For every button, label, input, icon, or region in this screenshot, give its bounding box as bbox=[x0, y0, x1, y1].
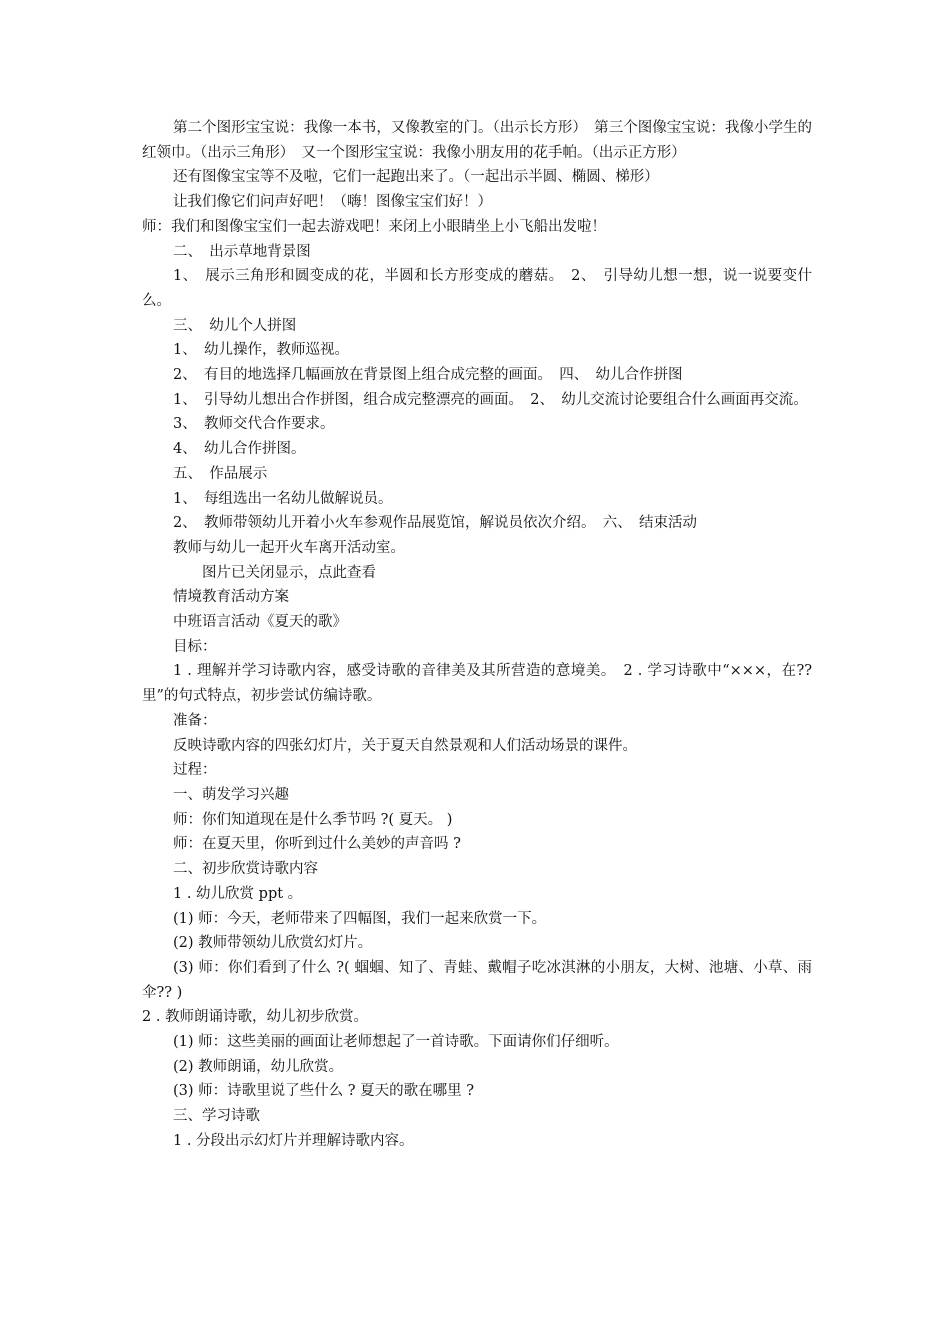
list-item-learn-1: 1 . 分段出示幻灯片并理解诗歌内容。 bbox=[173, 1132, 414, 1149]
heading-process-1: 一、萌发学习兴趣 bbox=[173, 786, 289, 803]
paragraph-teacher-game: 师：我们和图像宝宝们一起去游戏吧！来闭上小眼睛坐上小飞船出发啦！ bbox=[142, 218, 606, 235]
image-hidden-link[interactable]: 图片已关闭显示，点此查看 bbox=[202, 564, 376, 581]
list-item-4-4: 4、 幼儿合作拼图。 bbox=[173, 441, 306, 458]
document-body bbox=[142, 116, 812, 1154]
paragraph-ending: 教师与幼儿一起开火车离开活动室。 bbox=[173, 539, 405, 556]
paragraph-greeting: 让我们像它们问声好吧！（嗨！图像宝宝们好！） bbox=[173, 194, 492, 211]
paragraph-shapes-intro: 第二个图形宝宝说：我像一本书，又像教室的门。（出示长方形） 第三个图像宝宝说：我像小学生的红领巾。（出示三角形） 又一个图形宝宝说：我像小朋友用的花手帕。（出示正方形） bbox=[142, 120, 812, 161]
list-item-ppt-2: (2) 教师带领幼儿欣赏幻灯片。 bbox=[173, 935, 373, 952]
paragraph-more-shapes: 还有图像宝宝等不及啦，它们一起跑出来了。（一起出示半圆、椭圆、梯形） bbox=[173, 169, 659, 186]
list-item-4-3: 3、 教师交代合作要求。 bbox=[173, 416, 335, 433]
heading-activity-title: 中班语言活动《夏天的歌》 bbox=[173, 614, 347, 631]
heading-section-5: 五、 作品展示 bbox=[173, 465, 268, 482]
heading-section-2: 二、 出示草地背景图 bbox=[173, 243, 311, 260]
dialog-line-sounds: 师：在夏天里，你听到过什么美妙的声音吗 ? bbox=[173, 836, 461, 853]
heading-process-3: 三、学习诗歌 bbox=[173, 1108, 260, 1125]
paragraph-section-2-steps: 1、 展示三角形和圆变成的花，半圆和长方形变成的蘑菇。 2、 引导幼儿想一想，说一说要变什么。 bbox=[142, 268, 812, 309]
heading-section-3: 三、 幼儿个人拼图 bbox=[173, 317, 297, 334]
list-item-recite: 2 . 教师朗诵诗歌，幼儿初步欣赏。 bbox=[142, 1009, 369, 1026]
list-item-5-1: 1、 每组选出一名幼儿做解说员。 bbox=[173, 490, 393, 507]
list-item-recite-2: (2) 教师朗诵，幼儿欣赏。 bbox=[173, 1058, 344, 1075]
list-item-3-1: 1、 幼儿操作，教师巡视。 bbox=[173, 342, 349, 359]
label-preparation: 准备： bbox=[173, 712, 217, 729]
list-item-recite-1: (1) 师：这些美丽的画面让老师想起了一首诗歌。下面请你们仔细听。 bbox=[173, 1034, 619, 1051]
heading-process-2: 二、初步欣赏诗歌内容 bbox=[173, 861, 318, 878]
label-process: 过程： bbox=[173, 762, 217, 779]
list-item-ppt-3: (3) 师：你们看到了什么 ?( 蝈蝈、知了、青蛙、戴帽子吃冰淇淋的小朋友，大树、池塘、小草、雨伞?? ) bbox=[142, 959, 812, 1001]
list-item-recite-3: (3) 师：诗歌里说了些什么 ? 夏天的歌在哪里 ? bbox=[173, 1083, 475, 1100]
paragraph-section-4-steps: 1、 引导幼儿想出合作拼图，组合成完整漂亮的画面。 2、 幼儿交流讨论要组合什么画面再交流。 bbox=[173, 391, 808, 408]
heading-plan-title: 情境教育活动方案 bbox=[173, 589, 289, 606]
list-item-ppt: 1 . 幼儿欣赏 ppt 。 bbox=[173, 885, 303, 902]
label-goals: 目标： bbox=[173, 638, 217, 655]
paragraph-preparation: 反映诗歌内容的四张幻灯片，关于夏天自然景观和人们活动场景的课件。 bbox=[173, 737, 637, 754]
list-item-ppt-1: (1) 师：今天，老师带来了四幅图，我们一起来欣赏一下。 bbox=[173, 910, 547, 927]
dialog-line-season: 师：你们知道现在是什么季节吗 ?( 夏天。 ) bbox=[173, 811, 453, 828]
list-item-3-2: 2、 有目的地选择几幅画放在背景图上组合成完整的画面。 四、 幼儿合作拼图 bbox=[173, 367, 683, 384]
list-item-5-2: 2、 教师带领幼儿开着小火车参观作品展览馆，解说员依次介绍。 六、 结束活动 bbox=[173, 515, 697, 532]
paragraph-goals: 1 . 理解并学习诗歌内容，感受诗歌的音律美及其所营造的意境美。 2 . 学习诗歌中“×××，在??里”的句式特点，初步尝试仿编诗歌。 bbox=[142, 663, 812, 705]
